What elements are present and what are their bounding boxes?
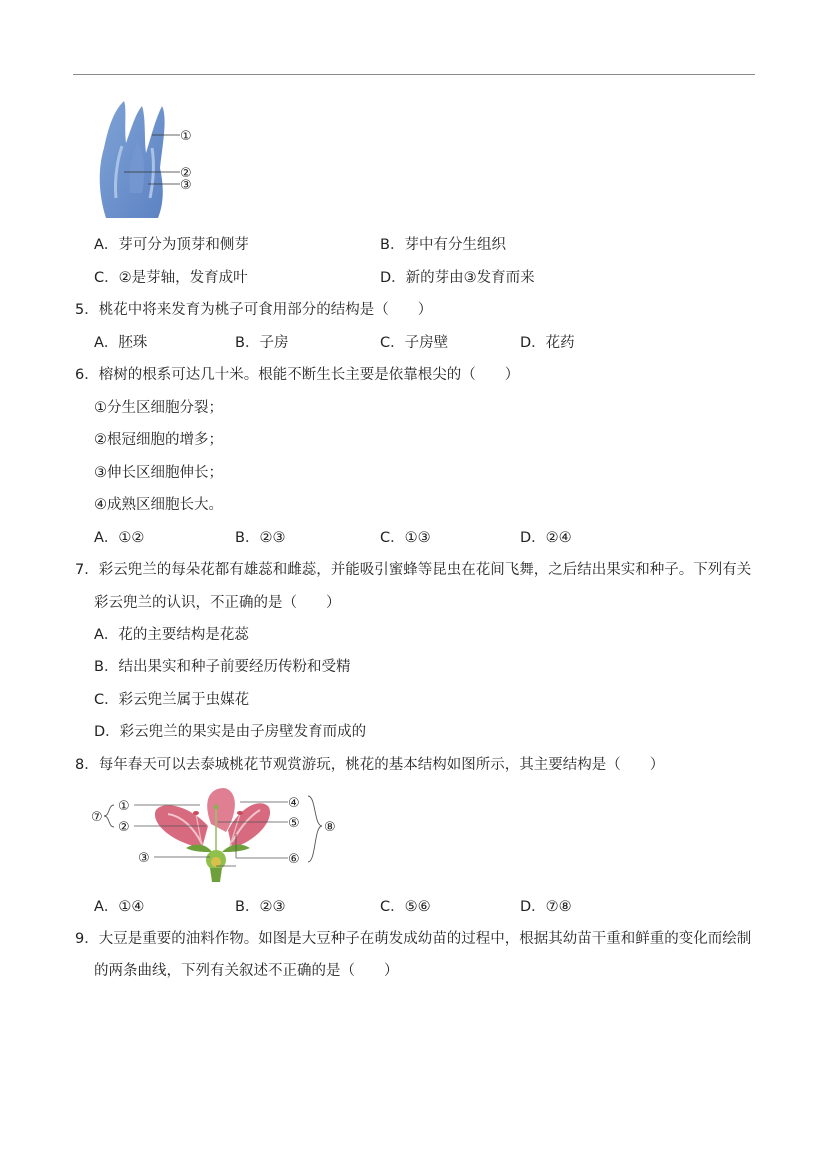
q8-option-c: C．⑤⑥ xyxy=(380,899,431,915)
peach-flower-figure xyxy=(90,786,342,884)
flower-label-7: ⑦ xyxy=(91,810,103,825)
q6-statement-1: ①分生区细胞分裂； xyxy=(94,400,223,416)
q5-stem: 5．桃花中将来发育为桃子可食用部分的结构是（ ） xyxy=(75,302,433,318)
flower-label-2: ② xyxy=(118,820,130,835)
q6-option-a: A．①② xyxy=(94,530,145,546)
flower-label-4: ④ xyxy=(288,796,300,811)
flower-label-3: ③ xyxy=(138,851,150,866)
flower-label-5: ⑤ xyxy=(288,816,300,831)
q7-option-b: B．结出果实和种子前要经历传粉和受精 xyxy=(94,659,351,675)
q7-stem-line1: 7．彩云兜兰的每朵花都有雄蕊和雌蕊，并能吸引蜜蜂等昆虫在花间飞舞，之后结出果实和种子。下列有关 xyxy=(75,562,752,578)
flower-label-6: ⑥ xyxy=(288,852,300,867)
bud-label-2: ② xyxy=(180,166,192,181)
q6-statement-2: ②根冠细胞的增多； xyxy=(94,432,223,448)
q6-stem: 6．榕树的根系可达几十米。根能不断生长主要是依靠根尖的（ ） xyxy=(75,367,520,383)
q6-option-c: C．①③ xyxy=(380,530,431,546)
q6-option-b: B．②③ xyxy=(235,530,286,546)
bud-label-1: ① xyxy=(180,129,192,144)
q8-option-d: D．⑦⑧ xyxy=(520,899,572,915)
q4-option-a: A．芽可分为顶芽和侧芽 xyxy=(94,237,249,253)
bud-label-3: ③ xyxy=(180,178,192,193)
q6-option-d: D．②④ xyxy=(520,530,572,546)
q8-option-a: A．①④ xyxy=(94,899,145,915)
flower-label-1: ① xyxy=(118,799,130,814)
q4-option-b: B．芽中有分生组织 xyxy=(380,237,506,253)
flower-label-8: ⑧ xyxy=(324,820,336,835)
q8-option-b: B．②③ xyxy=(235,899,286,915)
q4-option-c: C．②是芽轴，发育成叶 xyxy=(94,270,248,286)
q7-option-a: A．花的主要结构是花蕊 xyxy=(94,627,249,643)
q9-stem-line1: 9．大豆是重要的油料作物。如图是大豆种子在萌发成幼苗的过程中，根据其幼苗干重和鲜重的变化而绘制 xyxy=(75,931,752,947)
q5-option-d: D．花药 xyxy=(520,335,575,351)
q6-statement-3: ③伸长区细胞伸长； xyxy=(94,465,223,481)
q6-statement-4: ④成熟区细胞长大。 xyxy=(94,497,223,513)
bud-figure xyxy=(94,98,204,222)
q5-option-c: C．子房壁 xyxy=(380,335,449,351)
q5-option-a: A．胚珠 xyxy=(94,335,148,351)
q7-option-d: D．彩云兜兰的果实是由子房壁发育而成的 xyxy=(94,724,367,740)
header-rule xyxy=(73,74,755,75)
q7-stem-line2: 彩云兜兰的认识，不正确的是（ ） xyxy=(94,595,341,611)
q7-option-c: C．彩云兜兰属于虫媒花 xyxy=(94,692,250,708)
q9-stem-line2: 的两条曲线，下列有关叙述不正确的是（ ） xyxy=(94,963,399,979)
q8-stem: 8．每年春天可以去泰城桃花节观赏游玩，桃花的基本结构如图所示，其主要结构是（ ） xyxy=(75,757,665,773)
q5-option-b: B．子房 xyxy=(235,335,289,351)
q4-option-d: D．新的芽由③发育而来 xyxy=(380,270,535,286)
